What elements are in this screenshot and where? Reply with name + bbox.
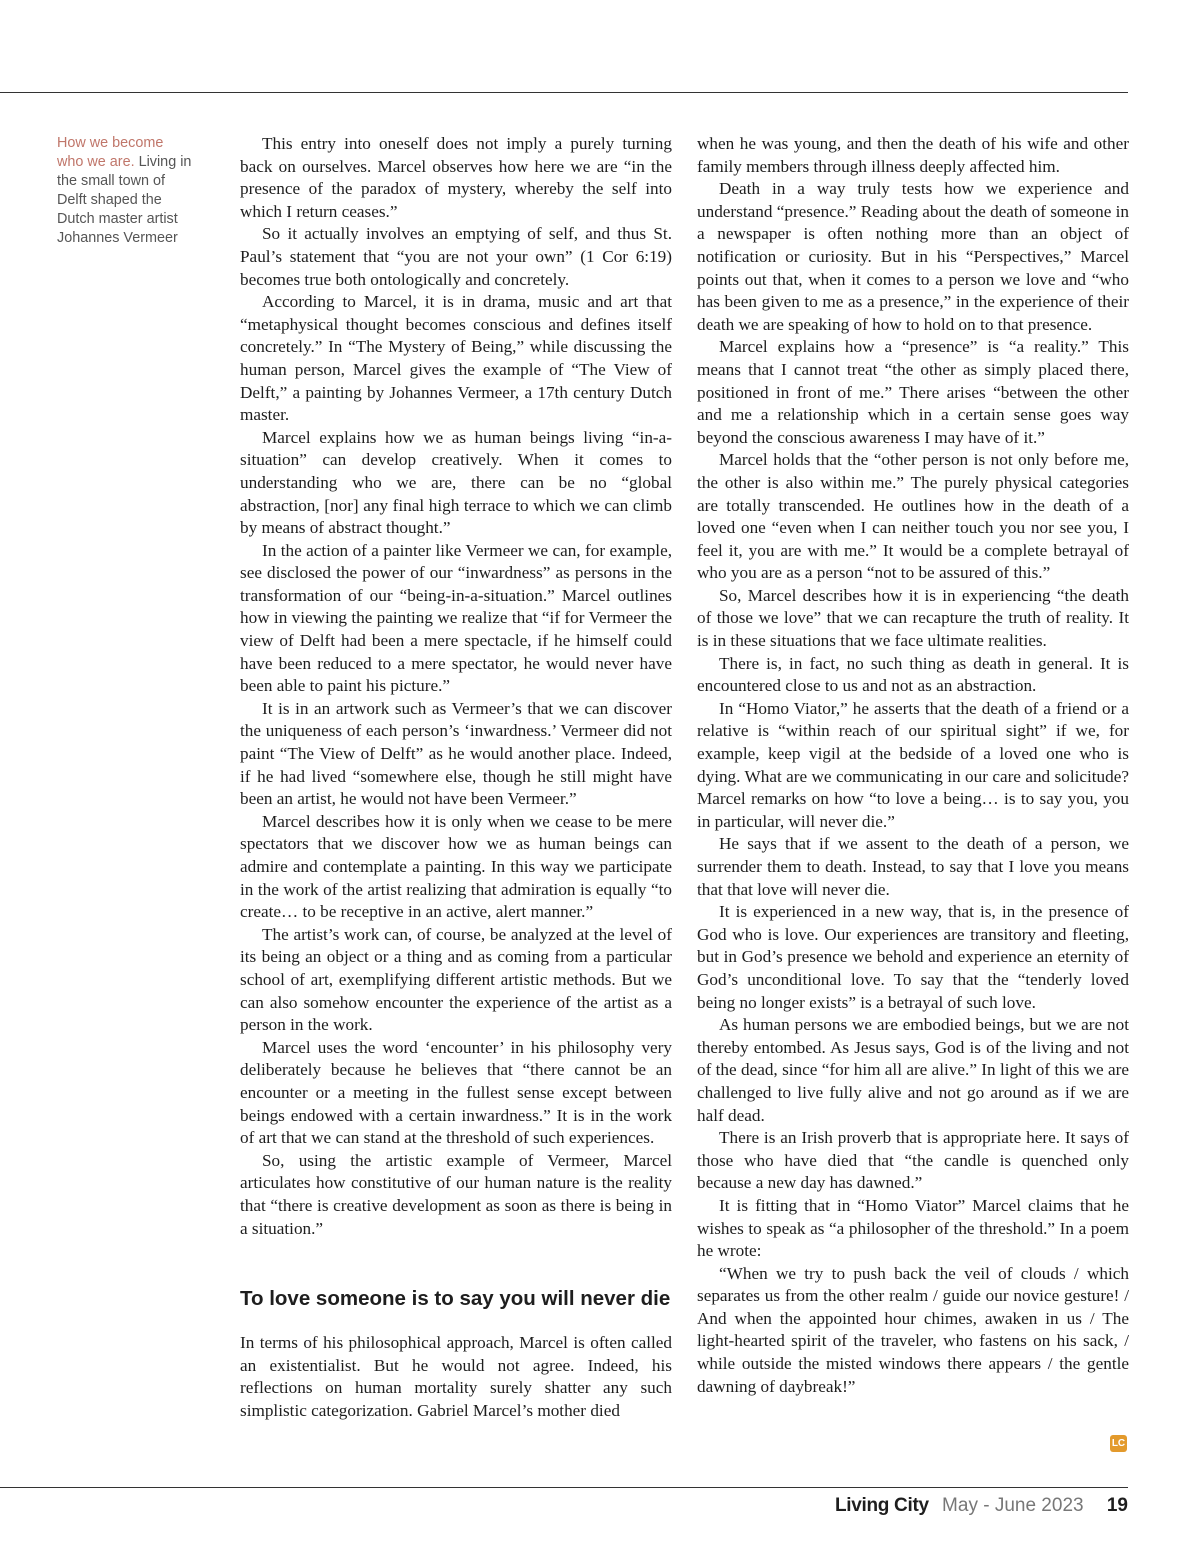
article-column-right [697, 133, 1129, 1398]
issue-date: May - June 2023 [942, 1495, 1084, 1516]
image-caption [57, 134, 192, 248]
paragraph: So it actually involves an emptying of self, and thus St. Paul’s statement that “you are not your own” (1 Cor 6:19) becomes true both ontologically and concretely. [240, 224, 672, 289]
paragraph: In the action of a painter like Vermeer we can, for example, see disclosed the power of our “inwardness” as persons in the transformation of our “being-in-a-situation.” Marcel outlines how in viewing the painting we realize that “if for Vermeer the view of Delft had been a mere spectacle, if he himself could have been reduced to a mere spectator, he would never have been able to paint his picture.” [240, 540, 672, 696]
paragraph: There is an Irish proverb that is appropriate here. It says of those who have died that “the candle is quenched only because a new day has dawned.” [697, 1128, 1129, 1193]
paragraph: There is, in fact, no such thing as death in general. It is encountered close to us and not as an abstraction. [697, 653, 1129, 696]
top-rule [0, 92, 1128, 93]
paragraph: It is fitting that in “Homo Viator” Marcel claims that he wishes to speak as “a philosopher of the threshold.” In a poem he wrote: [697, 1195, 1129, 1261]
paragraph: It is in an artwork such as Vermeer’s that we can discover the uniqueness of each person’s ‘inwardness.’ Vermeer did not paint “The View of Delft” as he would another place. Indeed, if he had lived “somewhere else, though he still might have been an artist, he would not have been Vermeer.” [240, 698, 672, 809]
paragraph: So, Marcel describes how it is in experiencing “the death of those we love” that we can recapture the truth of reality. It is in these situations that we face ultimate realities. [697, 585, 1129, 651]
caption-text: Living in the small town of Delft shaped the Dutch master artist Johannes Vermeer [57, 154, 192, 246]
section-subhead: To love someone is to say you will never die [240, 1287, 671, 1311]
paragraph: Marcel explains how we as human beings living “in-a-situation” can develop creatively. When it comes to understanding who we are, there can be no “global abstraction, [nor] any final high terrace to which we can climb by means of abstract thought.” [240, 427, 672, 538]
magazine-name: Living City [834, 1495, 929, 1516]
paragraph: Marcel uses the word ‘encounter’ in his philosophy very deliberately because he believes that “there cannot be an encounter or a meeting in the fullest sense except between beings endowed with a certain inwardness.” It is in the work of art that we can stand at the threshold of such experiences. [240, 1037, 672, 1148]
paragraph: Marcel holds that the “other person is not only before me, the other is also within me.” The purely physical categories are totally transcended. He outlines how in the death of a loved one “even when I can neither touch you nor see you, I feel it, you are with me.” It would be a complete betrayal of who you are as a person “not to be assured of this.” [697, 450, 1129, 583]
paragraph: So, using the artistic example of Vermeer, Marcel articulates how constitutive of our human nature is the reality that “there is creative development as soon as there is being in a situation.” [240, 1150, 672, 1238]
paragraph: As human persons we are embodied beings, but we are not thereby entombed. As Jesus says, God is of the living and not of the dead, since “for him all are alive.” In light of this we are challenged to live fully alive and not go around as if we are half dead. [697, 1015, 1129, 1125]
paragraph: Marcel explains how a “presence” is “a reality.” This means that I cannot treat “the other as simply placed there, positioned in front of me.” There arises “between the other and me a relationship which in a certain sense goes way beyond the conscious awareness I may have of it.” [697, 337, 1129, 447]
paragraph: He says that if we assent to the death of a person, we surrender them to death. Instead, to say that I love you means that that love will never die. [697, 834, 1129, 899]
paragraph: This entry into oneself does not imply a purely turning back on ourselves. Marcel observes how here we are “in the presence of the paradox of mystery, whereby the self into which I return ceases.” [240, 134, 672, 221]
paragraph: It is experienced in a new way, that is, in the presence of God who is love. Our experiences are transitory and fleeting, but in God’s presence we behold and experience an eternity of God’s unconditional love. To say that the “tenderly loved being no longer exists” is a betrayal of such love. [697, 902, 1129, 1012]
caption-lead: How we become who we are. [57, 135, 164, 170]
paragraph-continuation: when he was young, and then the death of his wife and other family members through illness deeply affected him. [697, 134, 1129, 176]
paragraph: Marcel describes how it is only when we cease to be mere spectators that we discover how we as human beings can admire and contemplate a painting. In this way we participate in the work of the artist realizing that admiration is equally “to create… to be receptive in an active, alert manner.” [240, 811, 672, 922]
end-mark-icon: LC [1110, 1435, 1127, 1452]
paragraph: Death in a way truly tests how we experience and understand “presence.” Reading about the death of someone in a newspaper is often nothing more than an object of notification or curiosity. But in his “Perspectives,” Marcel points out that, when it comes to a person we love and “who has been given to me as a presence,” in the experience of their death we are speaking of how to hold on to that presence. [697, 179, 1129, 334]
paragraph: The artist’s work can, of course, be analyzed at the level of its being an object or a thing and as coming from a particular school of art, exemplifying different artistic methods. But we can also somehow encounter the experience of the artist as a person in the work. [240, 924, 672, 1035]
bottom-rule [0, 1487, 1128, 1488]
paragraph: According to Marcel, it is in drama, music and art that “metaphysical thought becomes conscious and defines itself concretely.” In “The Mystery of Being,” while discussing the human person, Marcel gives the example of “The View of Delft,” a painting by Johannes Vermeer, a 17th century Dutch master. [240, 292, 672, 425]
article-column-left [240, 133, 672, 1422]
page-number: 19 [1106, 1495, 1128, 1516]
paragraph: In terms of his philosophical approach, Marcel is often called an existentialist. But he would not agree. Indeed, his reflections on human mortality surely shatter any such simplistic categorization. Gabriel Marcel’s mother died [240, 1333, 672, 1420]
poem-quote: “When we try to push back the veil of clouds / which separates us from the other realm / guide our novice gesture! / And when the appointed hour chimes, awaken in us / The light-hearted spirit of the traveler, who fastens on his sack, / while outside the misted windows there appears / the gentle dawning of daybreak!” [697, 1263, 1129, 1396]
paragraph: In “Homo Viator,” he asserts that the death of a friend or a relative is “within reach of our spiritual sight” if we, for example, keep vigil at the bedside of a loved one who is dying. What are we communicating in our care and solicitude? Marcel remarks on how “to love a being… is to say you, you in particular, will never die.” [697, 698, 1129, 831]
page-footer [835, 1493, 1128, 1519]
